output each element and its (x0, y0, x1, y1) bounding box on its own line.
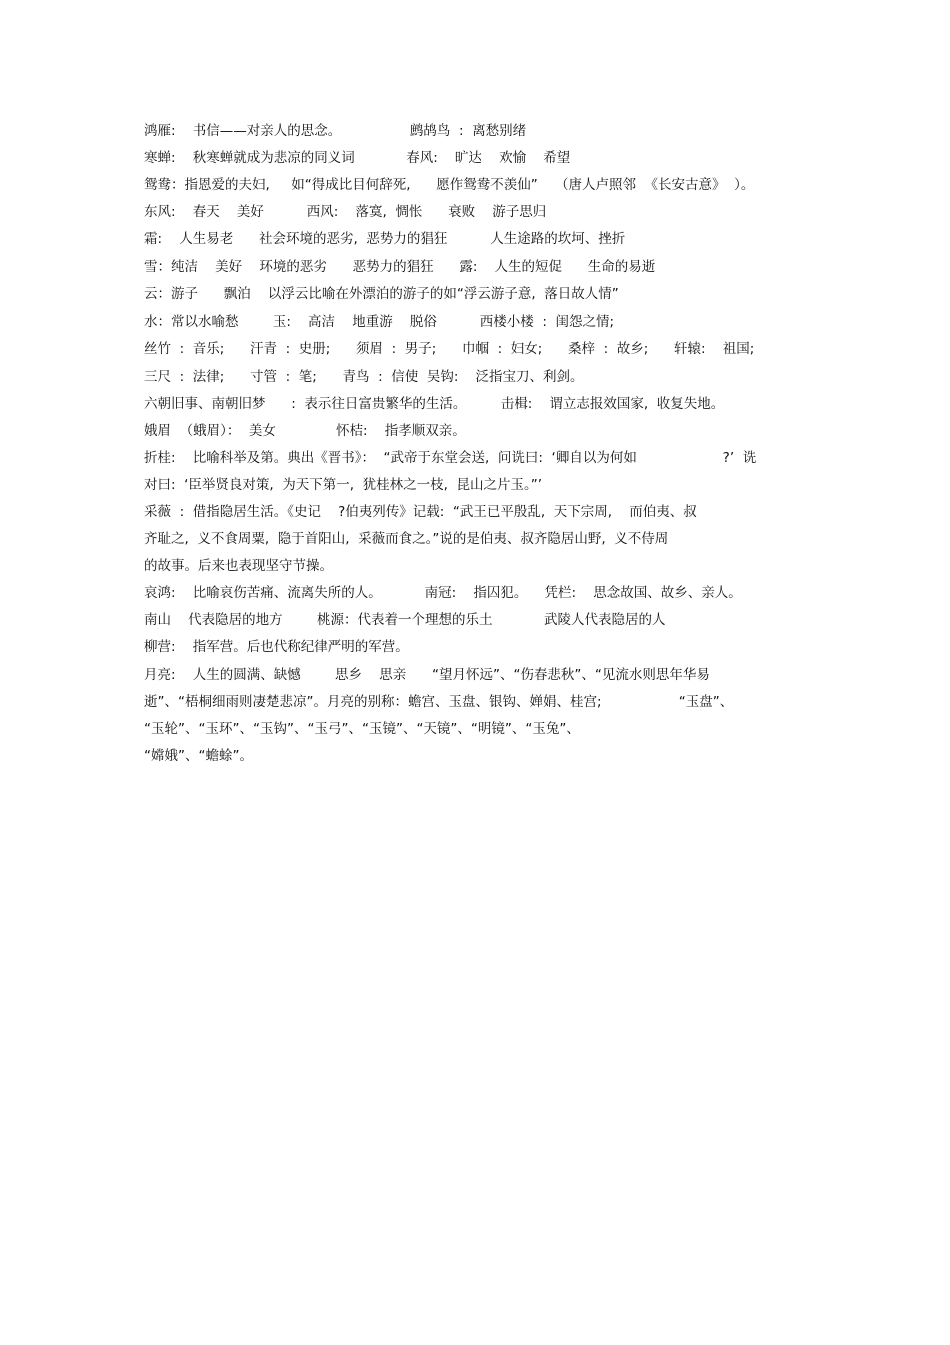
text-line: 齐耻之, 义不食周粟, 隐于首阳山, 采薇而食之。”说的是伯夷、叔齐隐居山野, 义不侍周 (144, 531, 669, 547)
text-line: 丝竹 : 音乐; 汗青 : 史册; 须眉 : 男子; 巾帼 : 妇女; 桑梓 : 故乡; 轩辕: 祖国; (144, 341, 755, 357)
text-line: 寒蝉: 秋寒蝉就成为悲凉的同义词 春风: 旷达 欢愉 希望 (144, 150, 571, 166)
text-line: 霜: 人生易老 社会环境的恶劣, 恶势力的猖狂 人生途路的坎坷、挫折 (144, 231, 626, 247)
text-line: 南山 代表隐居的地方 桃源：代表着一个理想的乐土 武陵人代表隐居的人 (144, 612, 666, 628)
text-line: 水：常以水喻愁 玉: 高洁 地重游 脱俗 西楼小楼 : 闺怨之情; (144, 314, 615, 330)
text-line: 折桂: 比喻科举及第。典出《晋书》： “武帝于东堂会送, 问诜曰: ‘卿自以为何如 ?’ 诜 (144, 450, 757, 466)
text-line: 采薇 : 借指隐居生活。《史记 ?伯夷列传》记载: “武王已平殷乱, 天下宗周, 而伯夷、叔 (144, 504, 697, 520)
text-line: 月亮: 人生的圆满、缺憾 思乡 思亲 “望月怀远”、“伤春悲秋”、“见流水则思年华易 (144, 667, 710, 683)
text-line: 哀鸿: 比喻哀伤苦痛、流离失所的人。 南冠: 指囚犯。 凭栏: 思念故国、故乡、亲人。 (144, 585, 742, 601)
text-line: 对曰: ‘臣举贤良对策, 为天下第一, 犹桂林之一枝, 昆山之片玉。”’ (144, 477, 543, 493)
text-line: 三尺 : 法律; 寸管 : 笔; 青鸟 : 信使 吴钩: 泛指宝刀、利剑。 (144, 369, 584, 385)
text-line: 的故事。后来也表现坚守节操。 (144, 558, 333, 574)
text-line: 东风: 春天 美好 西风: 落寞, 惆怅 衰败 游子思归 (144, 204, 547, 220)
text-line: 雪：纯洁 美好 环境的恶劣 恶势力的猖狂 露: 人生的短促 生命的易逝 (144, 259, 656, 275)
text-line: “玉轮”、“玉环”、“玉钩”、“玉弓”、“玉镜”、“天镜”、“明镜”、“玉兔”、 (144, 721, 580, 737)
text-line: 六朝旧事、南朝旧梦 : 表示往日富贵繁华的生活。 击楫: 谓立志报效国家, 收复失地。 (144, 396, 725, 412)
text-line: “嫦娥”、“蟾蜍”。 (144, 748, 253, 764)
text-line: 娥眉 （蛾眉）： 美女 怀桔: 指孝顺双亲。 (144, 423, 466, 439)
text-line: 鸿雁: 书信——对亲人的思念。 鹧鸪鸟 : 离愁别绪 (144, 123, 527, 139)
text-line: 逝”、“梧桐细雨则凄楚悲凉”。月亮的别称：蟾宫、玉盘、银钩、婵娟、桂宫; “玉盘”、 (144, 694, 734, 710)
text-line: 柳营: 指军营。后也代称纪律严明的军营。 (144, 639, 409, 655)
text-line: 鸳鸯：指恩爱的夫妇, 如“得成比目何辞死, 愿作鸳鸯不羡仙” （唐人卢照邻 《长安古意》 ）。 (144, 177, 755, 193)
text-line: 云：游子 飘泊 以浮云比喻在外漂泊的游子的如“浮云游子意, 落日故人情” (144, 286, 619, 302)
